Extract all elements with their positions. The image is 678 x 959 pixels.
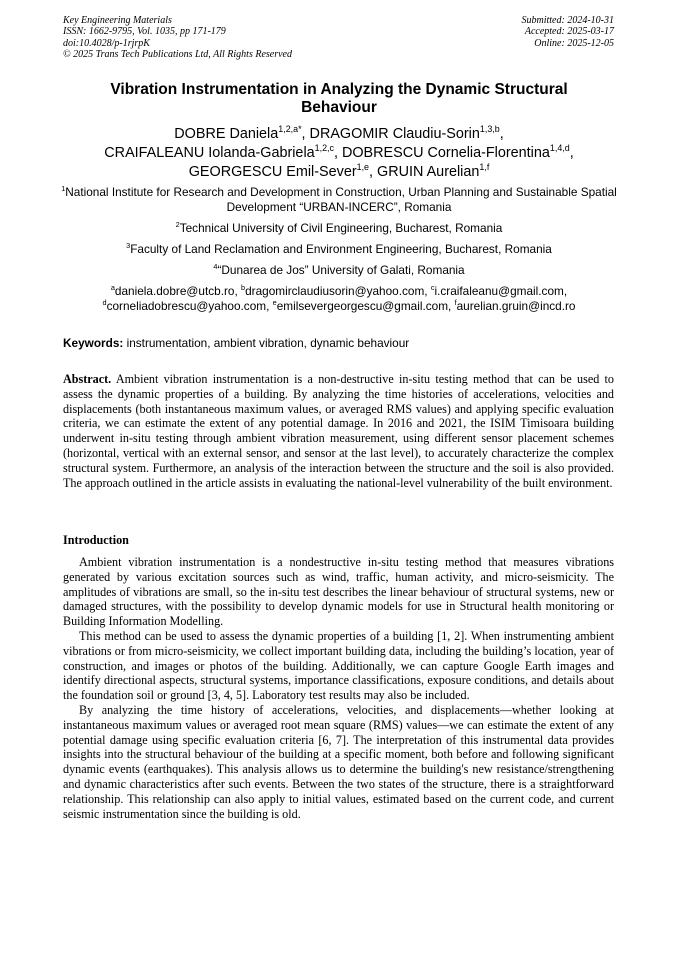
author: DOBRESCU Cornelia-Florentina$^{1,4,d}$, bbox=[341, 143, 574, 161]
issn-line: ISSN: 1662-9795, Vol. 1035, pp 171-179 bbox=[63, 26, 226, 38]
author: GEORGESCU Emil-Sever$^{1,e}$, bbox=[188, 162, 378, 180]
accepted-date: Accepted: 2025-03-17 bbox=[524, 26, 614, 38]
submitted-date: Submitted: 2024-10-31 bbox=[521, 15, 614, 26]
email[interactable]: $^d$corneliadobrescu@yahoo.com bbox=[102, 298, 267, 313]
keywords-text: instrumentation, ambient vibration, dynamic behaviour bbox=[123, 336, 410, 350]
keywords bbox=[63, 336, 615, 351]
author-emails: $^a$daniela.dobre@utcb.ro, $^b$dragomirclaudiusorin@yahoo.com, $^c$i.craifaleanu@gmail.com, $^d$corneliadobrescu@yahoo.com, $^e$emilsevergeorgescu@gmail.com, $^f$aurelian.gruin@incd.ro bbox=[102, 283, 576, 313]
affiliation: $^1$National Institute for Research and Development in Construction, Urban Planning and Sustainable Spatial Development “URBAN-INCERC”, Romania bbox=[61, 184, 617, 214]
affiliations bbox=[50, 185, 628, 314]
keywords-label: Keywords: bbox=[63, 336, 124, 350]
affiliation: $^2$Technical University of Civil Engineering, Bucharest, Romania bbox=[175, 220, 503, 235]
email[interactable]: $^a$daniela.dobre@utcb.ro bbox=[110, 283, 235, 298]
copyright-line: © 2025 Trans Tech Publications Ltd, All Rights Reserved bbox=[63, 49, 292, 61]
paragraph: This method can be used to assess the dynamic properties of a building [1, 2]. When instrumenting ambient vibrations or from micro-seismicity, we collect important building data, including the building’s location, year of construction, and images or photos of the building. Additionally, we can capture Google Earth images and identify directional aspects, structural systems, importance classifications, exposure conditions, and details about the foundation soil or ground [3, 4, 5]. Laboratory test results may also be included. bbox=[63, 628, 614, 703]
paragraph: By analyzing the time history of accelerations, velocities, and displacements—whether looking at instantaneous maximum values or averaged root mean square (RMS) values—we can estimate the extent of any potential damage using specific evaluation criteria [6, 7]. The interpretation of this instrumental data provides insights into the structural behaviour of the building at a specific moment, both before and following significant dynamic events (earthquakes). This analysis allows us to determine the building's new resistance/strengthening and dynamic characteristics after such events. Between the two states of the structure, there is a straightforward relationship. This relationship can also apply to initial values, estimated based on the current code, and current seismic instrumentation since the building is old. bbox=[63, 702, 614, 821]
online-date: Online: 2025-12-05 bbox=[534, 37, 614, 49]
abstract-text: Ambient vibration instrumentation is a non-destructive in-situ testing method that can be used to assess the dynamic properties of a building. By analyzing the time histories of accelerations, velocities and displacements (both instantaneous maximum values, or averaged RMS values) and applying specific evaluation criteria, we can estimate the extent of any potential damage. In 2016 and 2021, the ISIM Timisoara building underwent in-situ testing through ambient vibration measurement, using different sensor placement schemes (horizontal, vertical with an external sensor, and sensor at the last level), to accurately characterize the complex structural system. Furthermore, an analysis of the interaction between the structure and the soil is also provided. The approach outlined in the article assists in evaluating the national-level vulnerability of the built environment. bbox=[63, 372, 614, 490]
author-list bbox=[50, 125, 628, 182]
abstract-label: Abstract. bbox=[63, 372, 112, 386]
author: DOBRE Daniela$^{1,2,a*}$, bbox=[174, 124, 310, 142]
journal-name: Key Engineering Materials bbox=[63, 15, 172, 26]
dates-header bbox=[522, 15, 615, 49]
journal-header bbox=[63, 15, 292, 61]
paragraph: Ambient vibration instrumentation is a nondestructive in-situ testing method that measures vibrations generated by various excitation sources such as wind, traffic, human activity, and micro-seismicity. The amplitudes of vibrations are small, so the in-situ test describes the linear behaviour of structural systems, new or damaged structures, with the possibility to develop dynamic models for use in Structural health monitoring or Building Information Modelling. bbox=[63, 555, 614, 629]
doi-line: doi:10.4028/p-1rjrpK bbox=[63, 37, 150, 49]
author: DRAGOMIR Claudiu-Sorin$^{1,3,b}$, bbox=[309, 124, 504, 142]
affiliation: $^4$“Dunarea de Jos” University of Galati, Romania bbox=[213, 262, 465, 277]
email[interactable]: $^f$aurelian.gruin@incd.ro bbox=[454, 298, 576, 313]
abstract bbox=[63, 372, 614, 490]
email[interactable]: $^b$dragomirclaudiusorin@yahoo.com bbox=[241, 283, 425, 298]
author: GRUIN Aurelian$^{1,f}$ bbox=[377, 162, 490, 180]
author: CRAIFALEANU Iolanda-Gabriela$^{1,2,c}$, bbox=[104, 143, 342, 161]
affiliation: $^3$Faculty of Land Reclamation and Environment Engineering, Bucharest, Romania bbox=[126, 241, 552, 256]
paper-title: Vibration Instrumentation in Analyzing the Dynamic Structural Behaviour bbox=[110, 81, 568, 116]
email[interactable]: $^c$i.craifaleanu@gmail.com bbox=[430, 283, 564, 298]
introduction-body bbox=[63, 555, 614, 821]
introduction-heading: Introduction bbox=[63, 533, 129, 547]
email[interactable]: $^e$emilsevergeorgescu@gmail.com bbox=[272, 298, 449, 313]
